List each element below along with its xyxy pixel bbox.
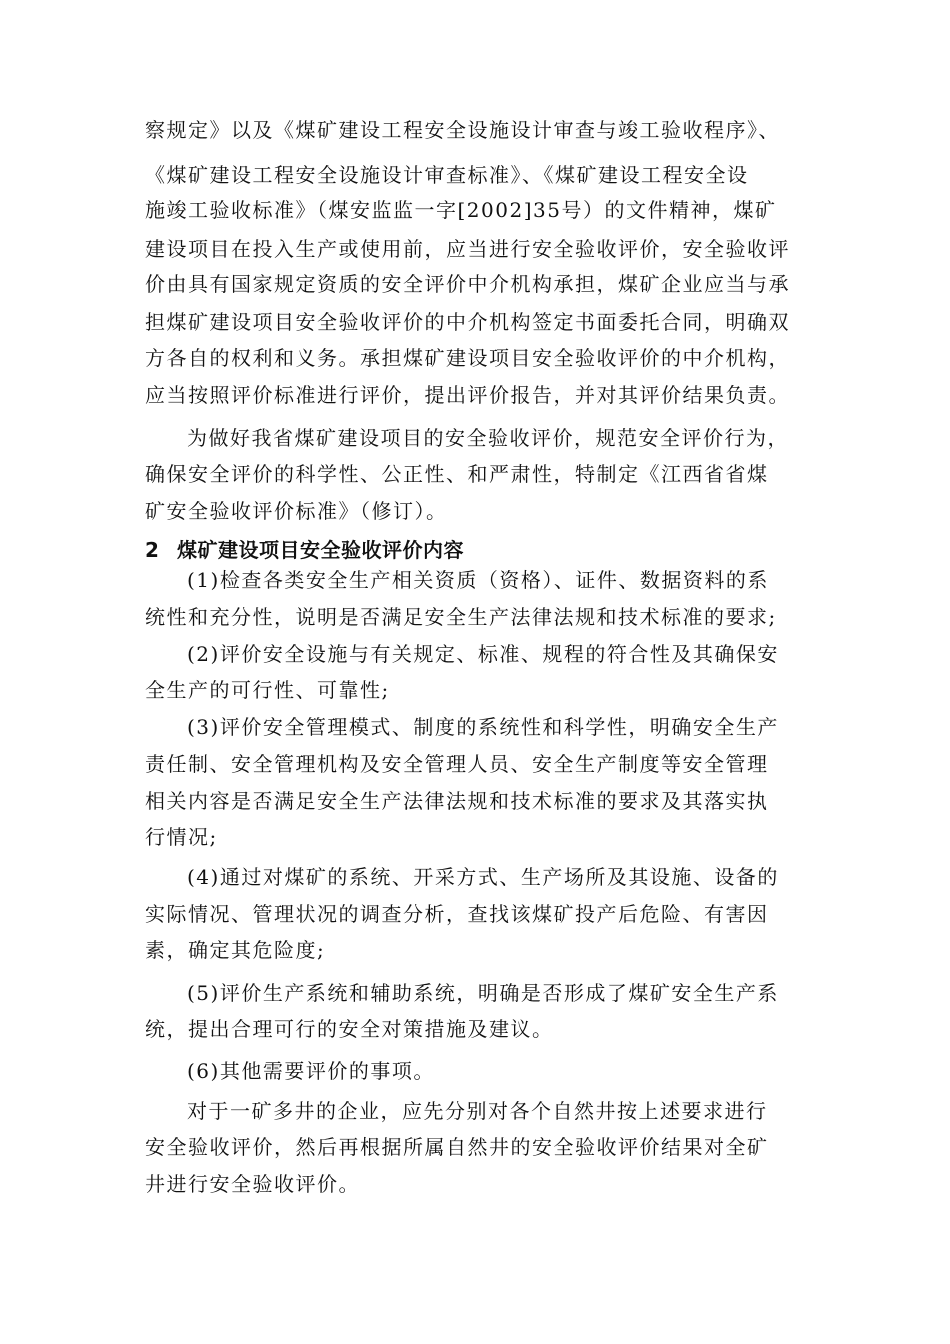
text-line: 《煤矿建设工程安全设施设计审查标准》、《煤矿建设工程安全设 bbox=[145, 163, 749, 187]
text-line: 统性和充分性，说明是否满足安全生产法律法规和技术标准的要求; bbox=[145, 605, 777, 629]
list-item: (5)评价生产系统和辅助系统，明确是否形成了煤矿安全生产系 bbox=[187, 981, 779, 1005]
text-line: 相关内容是否满足安全生产法律法规和技术标准的要求及其落实执 bbox=[145, 789, 769, 813]
list-item: (3)评价安全管理模式、制度的系统性和科学性，明确安全生产 bbox=[187, 715, 779, 739]
list-item: (4)通过对煤矿的系统、开采方式、生产场所及其设施、设备的 bbox=[187, 865, 779, 889]
text-line: 担煤矿建设项目安全验收评价的中介机构签定书面委托合同，明确双 bbox=[145, 310, 790, 334]
text-line: 方各自的权利和义务。承担煤矿建设项目安全验收评价的中介机构， bbox=[145, 346, 790, 370]
text-line: 全生产的可行性、可靠性; bbox=[145, 678, 390, 702]
text-line: 价由具有国家规定资质的安全评价中介机构承担，煤矿企业应当与承 bbox=[145, 272, 790, 296]
text-line: 矿安全验收评价标准》（修订）。 bbox=[145, 499, 448, 523]
text-line: 安全验收评价，然后再根据所属自然井的安全验收评价结果对全矿 bbox=[145, 1135, 769, 1159]
text-line: 实际情况、管理状况的调查分析，查找该煤矿投产后危险、有害因 bbox=[145, 902, 769, 926]
list-item: (1)检查各类安全生产相关资质（资格）、证件、数据资料的系 bbox=[187, 568, 769, 592]
section-number: 2 bbox=[145, 538, 160, 562]
text-line: 统，提出合理可行的安全对策措施及建议。 bbox=[145, 1017, 554, 1041]
section-title: 煤矿建设项目安全验收评价内容 bbox=[177, 538, 464, 562]
text-line: 察规定》以及《煤矿建设工程安全设施设计审查与竣工验收程序》、 bbox=[145, 118, 780, 142]
text-line: 施竣工验收标准》（煤安监监一字[2002]35号）的文件精神，煤矿 bbox=[145, 198, 777, 222]
list-item: (2)评价安全设施与有关规定、标准、规程的符合性及其确保安 bbox=[187, 642, 779, 666]
text-line: 责任制、安全管理机构及安全管理人员、安全生产制度等安全管理 bbox=[145, 752, 769, 776]
text-line: 素，确定其危险度; bbox=[145, 938, 326, 962]
text-line: 井进行安全验收评价。 bbox=[145, 1172, 360, 1196]
text-line: 建设项目在投入生产或使用前，应当进行安全验收评价，安全验收评 bbox=[145, 237, 790, 261]
paragraph-first-line: 为做好我省煤矿建设项目的安全验收评价，规范安全评价行为， bbox=[187, 426, 789, 450]
paragraph-first-line: 对于一矿多井的企业，应先分别对各个自然井按上述要求进行 bbox=[187, 1099, 768, 1123]
text-line: 行情况; bbox=[145, 825, 218, 849]
text-line: 确保安全评价的科学性、公正性、和严肃性，特制定《江西省省煤 bbox=[145, 462, 769, 486]
list-item: (6)其他需要评价的事项。 bbox=[187, 1059, 435, 1083]
text-line: 应当按照评价标准进行评价，提出评价报告，并对其评价结果负责。 bbox=[145, 383, 790, 407]
